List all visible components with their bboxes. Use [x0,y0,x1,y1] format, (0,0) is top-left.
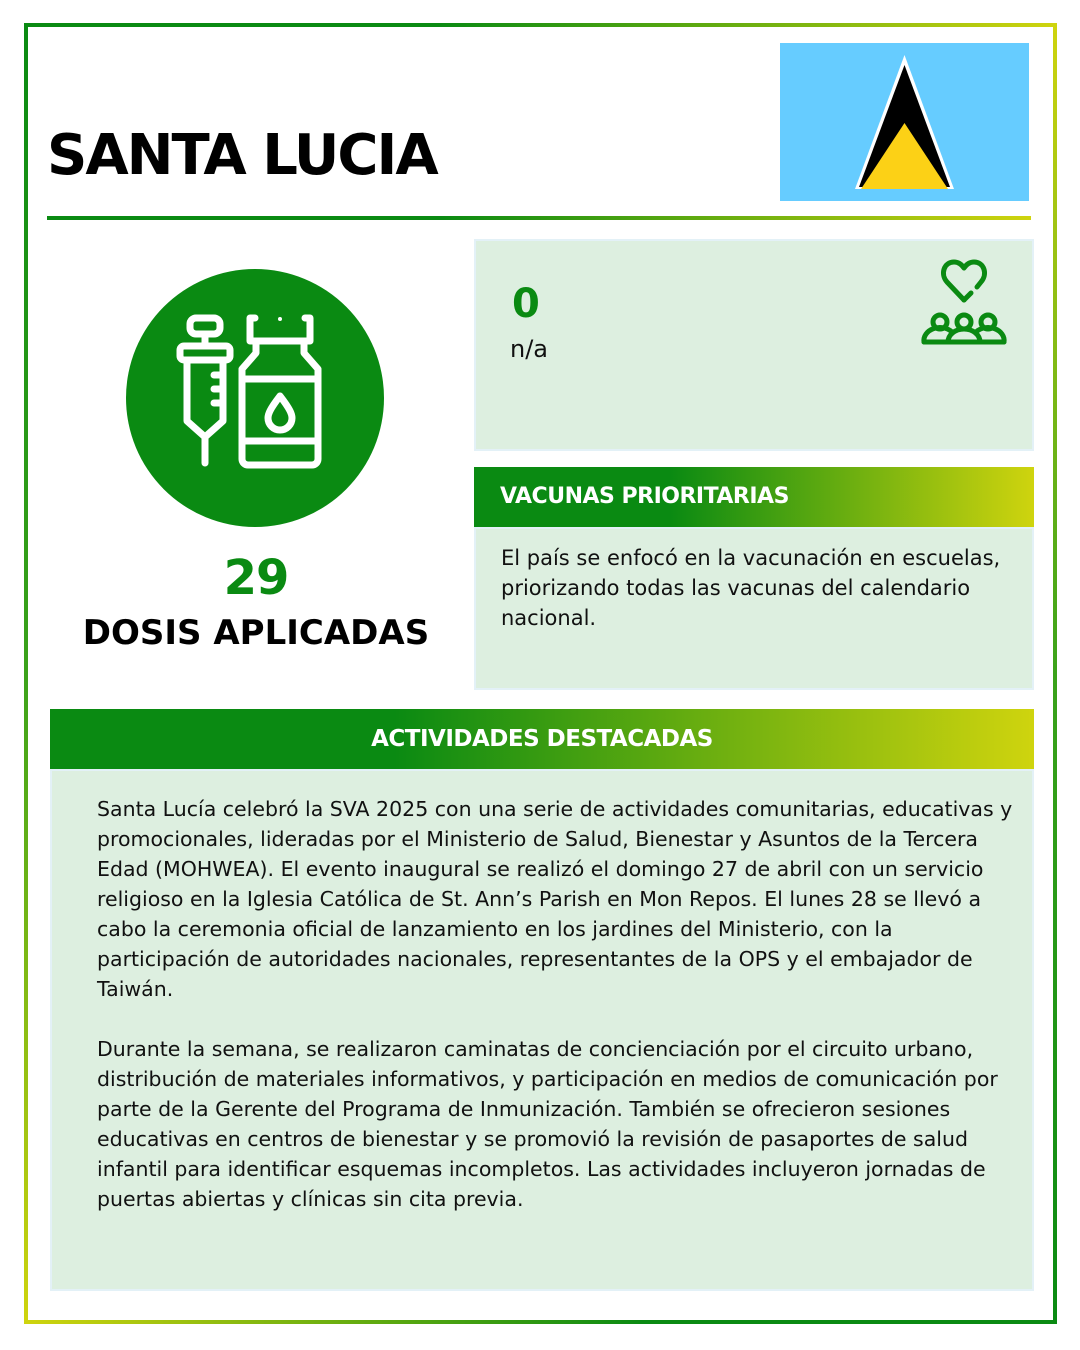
activities-panel [50,769,1034,1291]
page-title: SANTA LUCIA [47,123,437,188]
frame-top-border [24,23,1057,27]
population-sublabel: n/a [510,335,549,363]
activities-paragraph: Durante la semana, se realizaron caminatas de concienciación por el circuito urbano, distribución de materiales informativos, y participación en medios de comunicación por parte de la Gerente del Programa de Inmunización. También se ofrecieron sesiones educativas en centros de bienestar y se promovió la revisión de pasaportes de salud infantil para identificar esquemas incompletos. Las actividades incluyeron jornadas de puertas abiertas y clínicas sin cita previa. [97,1037,998,1211]
syringe-vial-icon [170,313,340,483]
population-panel [474,239,1034,451]
population-value: 0 [512,281,540,327]
frame-bottom-border [24,1320,1057,1324]
frame-left-border [24,23,28,1324]
activities-paragraph: Santa Lucía celebró la SVA 2025 con una serie de actividades comunitarias, educativas y promocionales, lideradas por el Ministerio de Salud, Bienestar y Asuntos de la Tercera Edad (MOHWEA). El evento inaugural se realizó el domingo 27 de abril con un servicio religioso en la Iglesia Católica de St. Ann’s Parish en Mon Repos. El lunes 28 se llevó a cabo la ceremonia oficial de lanzamiento en los jardines del Ministerio, con la participación de autoridades nacionales, representantes de la OPS y el embajador de Taiwán. [97,797,1013,1001]
priority-vaccines-panel [474,527,1034,690]
activities-text [97,794,1017,1214]
title-divider [47,216,1031,220]
vaccine-badge [126,269,384,527]
doses-value: 29 [223,550,289,606]
saint-lucia-flag-icon [780,43,1029,201]
frame-right-border [1053,23,1057,1324]
priority-vaccines-text: El país se enfocó en la vacunación en escuelas, priorizando todas las vacunas del calendario nacional. [501,546,1001,630]
community-heart-icon [916,254,1012,350]
doses-label: DOSIS APLICADAS [82,613,430,653]
activities-header: ACTIVIDADES DESTACADAS [50,709,1034,769]
priority-vaccines-header: VACUNAS PRIORITARIAS [474,467,1034,527]
